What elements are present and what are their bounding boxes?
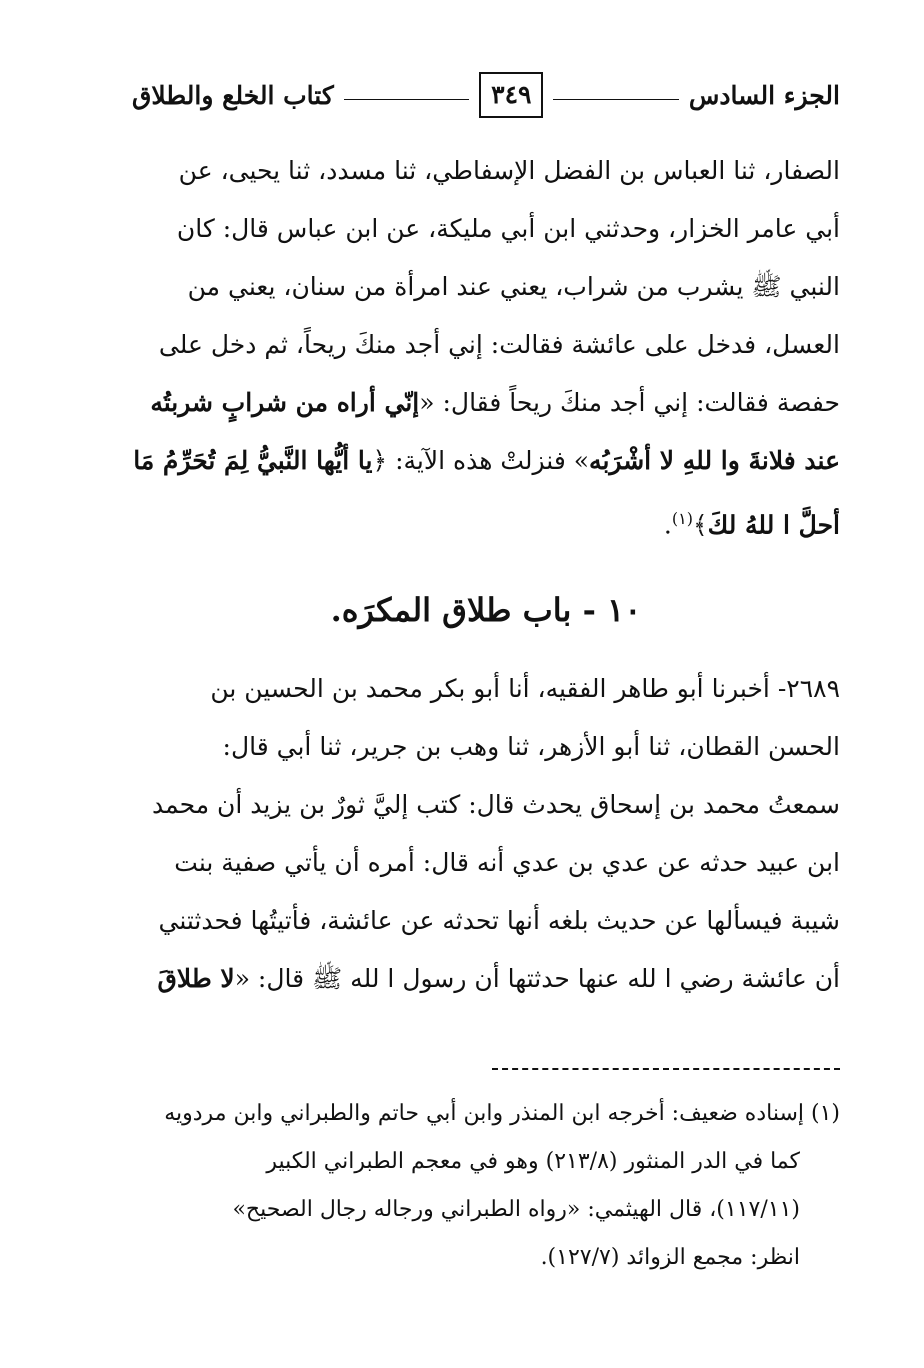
text-line: ٢٦٨٩- أخبرنا أبو طاهر الفقيه، أنا أبو بكر محمد بن الحسين بن: [210, 674, 840, 703]
text-line: ابن عبيد حدثه عن عدي بن عدي أنه قال: أمره أن يأتي صفية بنت: [174, 848, 840, 877]
text-line: [132, 950, 840, 1008]
footnote-line: انظر: مجمع الزوائد (١٢٧/٧).: [540, 1245, 800, 1270]
text-line: شيبة فيسألها عن حديث بلغه أنها تحدثه عن عائشة، فأتيتُها فحدثتني: [158, 906, 840, 935]
book-section-label: كتاب الخلع والطلاق: [131, 80, 334, 110]
text-run: ﴾: [692, 510, 708, 540]
text-line: النبي ﷺ يشرب من شراب، يعني عند امرأة من سنان، يعني من: [187, 272, 840, 301]
text-line: سمعتُ محمد بن إسحاق يحدث قال: كتب إليَّ ثورٌ بن يزيد أن محمد: [152, 790, 840, 819]
text-run: .: [663, 510, 672, 540]
text-line: الحسن القطان، ثنا أبو الأزهر، ثنا وهب بن جرير، ثنا أبي قال:: [222, 732, 840, 761]
page-header: [132, 70, 840, 120]
text-line: العسل، فدخل على عائشة فقالت: إني أجد منكَ ريحاً، ثم دخل على: [158, 330, 840, 359]
chapter-title: ١٠ - باب طلاق المكرَه.: [330, 591, 642, 629]
quran-verse: يا أيُّها النَّبيُّ لِمَ تُحَرِّمُ مَا: [133, 446, 373, 475]
quran-verse: أحلَّ ا للهُ لكَ: [707, 510, 840, 540]
header-rule-left: [344, 99, 469, 100]
text-line: [132, 490, 840, 554]
footnotes: [132, 1090, 840, 1282]
volume-label: الجزء السادس: [688, 80, 840, 110]
text-line: [132, 432, 840, 490]
text-line: الصفار، ثنا العباس بن الفضل الإسفاطي، ثنا مسدد، ثنا يحيى، عن: [178, 156, 840, 185]
text-line: [132, 374, 840, 432]
footnote-line: كما في الدر المنثور (٢١٣/٨) وهو في معجم الطبراني الكبير: [266, 1149, 800, 1174]
quoted-hadith: عند فلانةَ وا للهِ لا أشْرَبُه: [589, 446, 840, 475]
footnote-separator: [492, 1068, 840, 1070]
header-rule-right: [553, 99, 678, 100]
footnote-line: (١) إسناده ضعيف: أخرجه ابن المنذر وابن أبي حاتم والطبراني وابن مردويه: [164, 1101, 840, 1126]
text-run: » فنزلتْ هذه الآية: ﴿: [372, 446, 590, 475]
text-run: حفصة فقالت: إني أجد منكَ ريحاً فقال: «: [419, 388, 840, 417]
hadith-paragraph: [132, 660, 840, 1008]
hadith-paragraph-continued: [132, 142, 840, 554]
text-line: أبي عامر الخزار، وحدثني ابن أبي مليكة، عن ابن عباس قال: كان: [176, 214, 840, 243]
page-number: ٣٤٩: [479, 72, 543, 118]
text-run: أن عائشة رضي ا لله عنها حدثتها أن رسول ا لله ﷺ قال: «: [234, 964, 840, 993]
footnote-ref: (١): [671, 509, 693, 528]
footnote-line: (١١٧/١١)، قال الهيثمي: «رواه الطبراني ورجاله رجال الصحيح»: [232, 1197, 800, 1222]
quoted-hadith: لا طلاقَ: [157, 964, 235, 993]
quoted-hadith: إنّي أراه من شرابٍ شربتُه: [150, 388, 420, 417]
